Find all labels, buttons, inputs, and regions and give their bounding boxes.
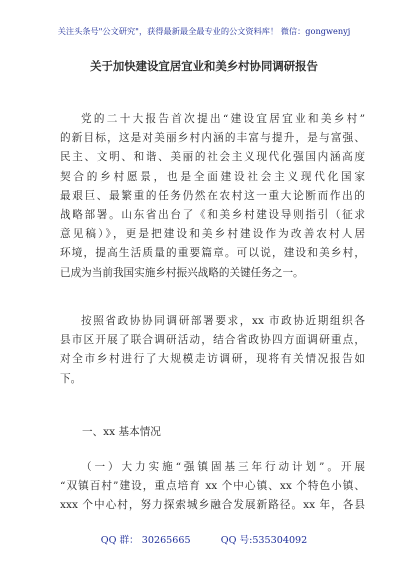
paragraph-line: 民主、文明、和谐、美丽的社会主义现代化强国内涵高度 xyxy=(60,151,365,164)
paragraph-line: 环境，提高生活质量的重要篇章。可以说，建设和美乡村， xyxy=(60,247,365,260)
paragraph-line: 党的二十大报告首次提出“建设宜居宜业和美乡村” xyxy=(81,113,365,125)
paragraph-3 xyxy=(60,458,365,516)
paragraph-line: xxx 个中心村，努力探索城乡融合发展新路径。xx 年，各县 xyxy=(60,499,365,512)
paragraph-line: 已成为当前我国实施乡村振兴战略的关键任务之一。 xyxy=(60,266,304,279)
paragraph-line: 县市区开展了联合调研活动，结合省政协四方面调研重点， xyxy=(60,334,365,347)
section-heading: 一、xx 基本情况 xyxy=(82,426,161,438)
paragraph-1 xyxy=(60,110,365,283)
document-title: 关于加快建设宜居宜业和美乡村协同调研报告 xyxy=(90,59,318,73)
paragraph-2 xyxy=(60,312,365,389)
qq-number-text: QQ 号:535304092 xyxy=(220,535,308,546)
paragraph-line: 最艰巨、最繁重的任务仍然在农村这一重大论断而作出的 xyxy=(60,189,365,202)
paragraph-line: 的新目标，这是对美丽乡村内涵的丰富与提升，是与富强、 xyxy=(60,132,365,145)
paragraph-line: 下。 xyxy=(60,372,82,385)
paragraph-line: 按照省政协协同调研部署要求，xx 市政协近期组织各 xyxy=(81,315,365,327)
footer-contact xyxy=(0,532,408,546)
paragraph-line: 战略部署。山东省出台了《和美乡村建设导则指引（征求 xyxy=(60,208,365,221)
paragraph-line: 对全市乡村进行了大规模走访调研，现将有关情况报告如 xyxy=(60,353,365,366)
paragraph-line: “双镇百村”建设，重点培育 xx 个中心镇、xx 个特色小镇、 xyxy=(60,480,365,493)
top-banner: 关注头条号"公文研究"，获得最新最全最专业的公文资料库！ 微信：gongwenyj xyxy=(57,26,351,36)
paragraph-line: （一）大力实施“强镇固基三年行动计划”。开展 xyxy=(81,461,365,473)
paragraph-line: 契合的乡村愿景，也是全面建设社会主义现代化国家 xyxy=(60,170,365,183)
qq-group-text: QQ 群： 30265665 xyxy=(100,535,191,546)
paragraph-line: 意见稿）》，更是把建设和美乡村建设作为改善农村人居 xyxy=(60,228,365,241)
